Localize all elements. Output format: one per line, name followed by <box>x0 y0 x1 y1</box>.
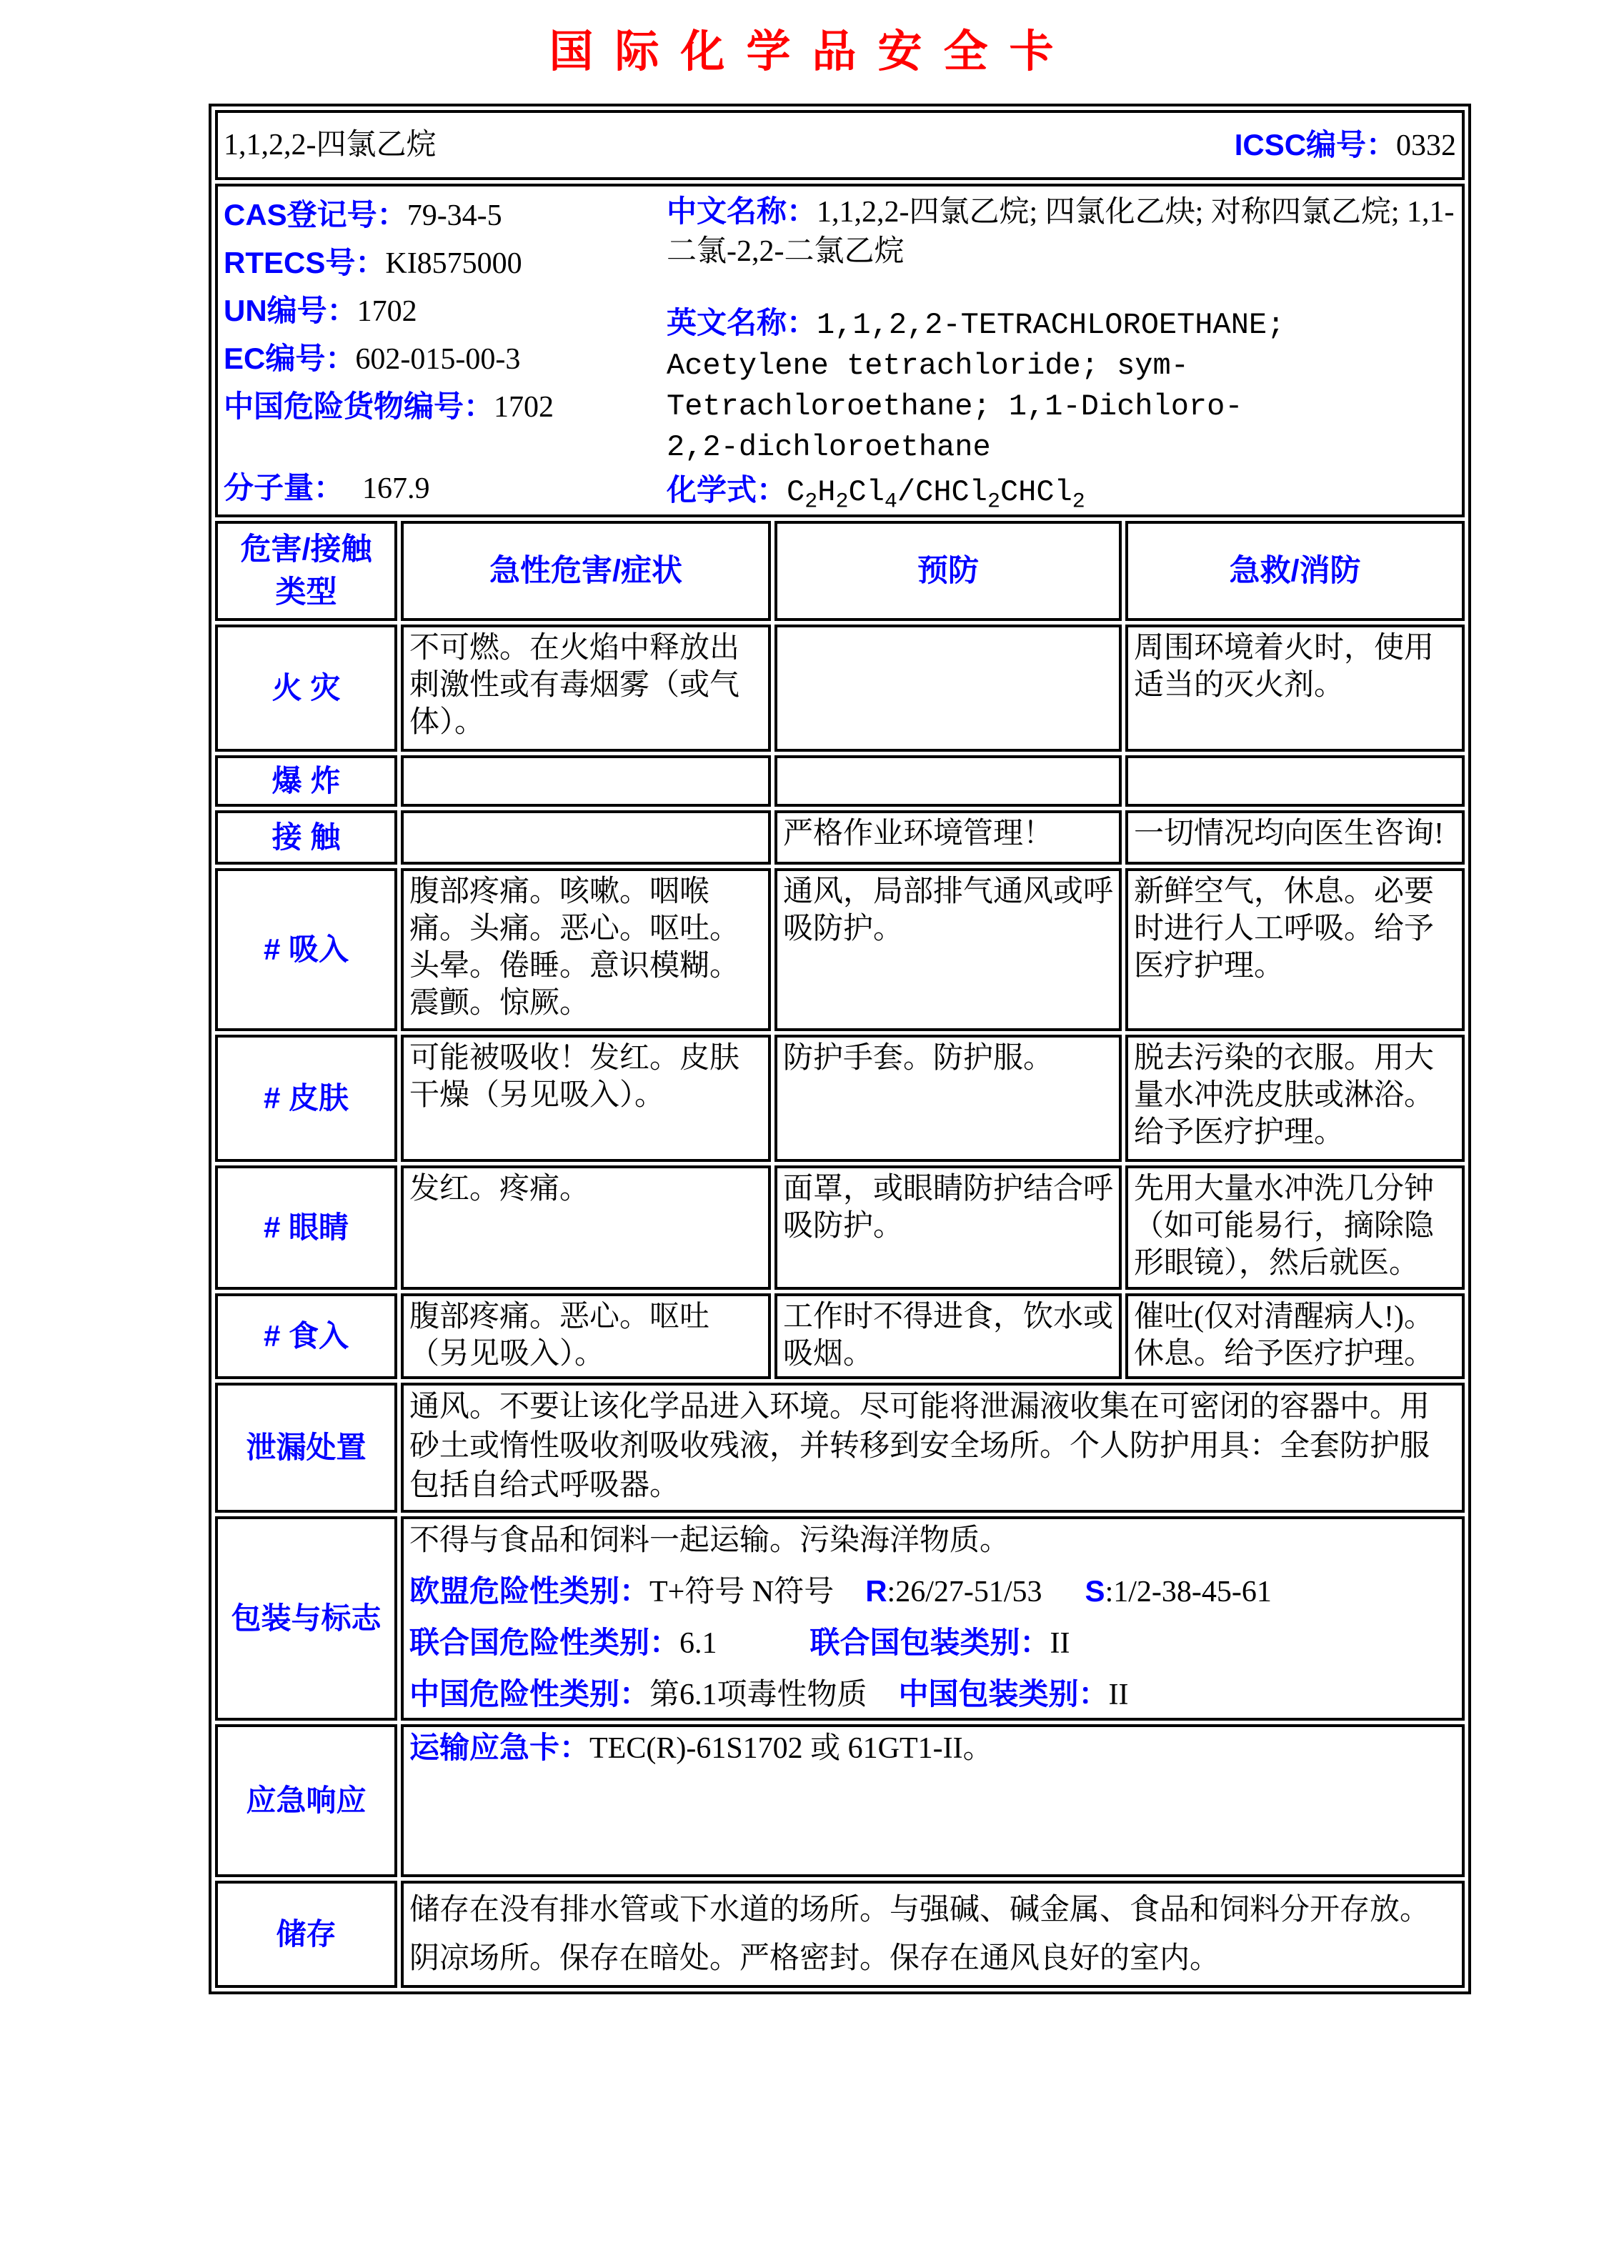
transport-emergency-card-label: 运输应急卡： <box>409 1731 590 1764</box>
row-ingestion <box>215 1293 1465 1379</box>
eyes-symptoms: 发红。疼痛。 <box>401 1165 771 1290</box>
rtecs-number: RTECS号：KI8575000 <box>224 246 522 280</box>
name-cell <box>215 110 1465 180</box>
un-number: UN编号：1702 <box>224 294 417 328</box>
transport-emergency-card-value: TEC(R)-61S1702 或 61GT1-II。 <box>589 1732 993 1765</box>
skin-response: 脱去污染的衣服。用大量水冲洗皮肤或淋浴。给予医疗护理。 <box>1125 1035 1465 1162</box>
contact-symptoms <box>401 810 771 865</box>
english-name: 英文名称：1,1,2,2-TETRACHLOROETHANE; Acetylene tetrachloride; sym-Tetrachloroethane; 1,1-Dichloro-2,2-dichloroethane <box>667 306 1285 464</box>
cn-hazard-class: 中国危险性类别：第6.1项毒性物质 中国包装类别：II <box>409 1677 1129 1711</box>
storage-label: 储存 <box>215 1881 397 1988</box>
packaging-content <box>401 1516 1465 1721</box>
icsc-label: ICSC编号： <box>1234 127 1397 161</box>
cn-pack-group-value: II <box>1108 1678 1129 1711</box>
chemical-formula: 化学式：$C_2H_2Cl_4/CHCl_2CHCl_2$ <box>667 473 1085 514</box>
skin-symptoms: 可能被吸收！发红。皮肤干燥（另见吸入）。 <box>401 1035 771 1162</box>
spill-label: 泄漏处置 <box>215 1383 397 1513</box>
header-response: 急救/消防 <box>1125 521 1465 621</box>
inhalation-label: # 吸入 <box>215 868 397 1031</box>
eu-hazard-class: 欧盟危险性类别：T+符号 N符号 R:26/27-51/53 S:1/2-38-45-61 <box>409 1574 1272 1608</box>
row-emergency-response <box>215 1724 1465 1877</box>
cn-pack-group-label: 中国包装类别： <box>898 1677 1109 1711</box>
chinese-name: 中文名称：1,1,2,2-四氯乙烷; 四氯化乙炔; 对称四氯乙烷; 1,1-二氯-2,2-二氯乙烷 <box>667 194 1455 268</box>
header-prevention: 预防 <box>774 521 1122 621</box>
row-inhalation <box>215 868 1465 1031</box>
row-spill-disposal <box>215 1383 1465 1513</box>
ingestion-label: # 食入 <box>215 1293 397 1379</box>
fire-prevention <box>774 625 1122 752</box>
inhalation-prevention: 通风，局部排气通风或呼吸防护。 <box>774 868 1122 1031</box>
fire-label: 火 灾 <box>215 625 397 752</box>
un-pack-group-value: II <box>1050 1627 1070 1660</box>
chemical-name: 1,1,2,2-四氯乙烷 <box>224 129 437 161</box>
s-phrases-value: :1/2-38-45-61 <box>1105 1576 1272 1608</box>
row-contact <box>215 810 1465 865</box>
contact-response: 一切情况均向医生咨询! <box>1125 810 1465 865</box>
contact-prevention: 严格作业环境管理！ <box>774 810 1122 865</box>
icsc-value: 0332 <box>1396 129 1457 162</box>
explosion-symptoms <box>401 755 771 807</box>
emergency-content <box>401 1724 1465 1877</box>
cas-number: CAS登记号：79-34-5 <box>224 198 502 232</box>
r-phrases-value: :26/27-51/53 <box>887 1576 1042 1608</box>
transport-note: 不得与食品和饲料一起运输。污染海洋物质。 <box>409 1524 1010 1557</box>
eyes-response: 先用大量水冲洗几分钟（如可能易行，摘除隐形眼镜），然后就医。 <box>1125 1165 1465 1290</box>
chemical-names <box>667 189 1456 512</box>
row-skin <box>215 1035 1465 1162</box>
contact-label: 接 触 <box>215 810 397 865</box>
skin-prevention: 防护手套。防护服。 <box>774 1035 1122 1162</box>
molecular-weight: 分子量： 167.9 <box>224 471 430 505</box>
explosion-prevention <box>774 755 1122 807</box>
hazard-header-row <box>215 521 1465 621</box>
un-hazard-class: 联合国危险性类别：6.1 联合国包装类别：II <box>409 1626 1070 1660</box>
skin-label: # 皮肤 <box>215 1035 397 1162</box>
safety-card-table <box>209 104 1471 1994</box>
r-phrases-label: R <box>865 1574 887 1608</box>
row-packaging <box>215 1516 1465 1721</box>
fire-response: 周围环境着火时，使用适当的灭火剂。 <box>1125 625 1465 752</box>
packaging-label: 包装与标志 <box>215 1516 397 1721</box>
ingestion-response: 催吐(仅对清醒病人!)。休息。给予医疗护理。 <box>1125 1293 1465 1379</box>
ec-number: EC编号：602-015-00-3 <box>224 342 521 376</box>
row-storage <box>215 1881 1465 1988</box>
row-explosion <box>215 755 1465 807</box>
un-pack-group-label: 联合国包装类别： <box>809 1626 1050 1659</box>
header-hazard-type: 危害/接触 类型 <box>215 521 397 621</box>
inhalation-response: 新鲜空气，休息。必要时进行人工呼吸。给予医疗护理。 <box>1125 868 1465 1031</box>
registry-ids <box>224 189 667 512</box>
info-row <box>215 184 1465 517</box>
explosion-response <box>1125 755 1465 807</box>
info-cell <box>215 184 1465 517</box>
storage-content: 储存在没有排水管或下水道的场所。与强碱、碱金属、食品和饲料分开存放。阴凉场所。保存在暗处。严格密封。保存在通风良好的室内。 <box>401 1881 1465 1988</box>
page-title: 国际化学品安全卡 <box>549 28 1075 76</box>
row-fire <box>215 625 1465 752</box>
ingestion-prevention: 工作时不得进食，饮水或吸烟。 <box>774 1293 1122 1379</box>
eyes-prevention: 面罩，或眼睛防护结合呼吸防护。 <box>774 1165 1122 1290</box>
s-phrases-label: S <box>1085 1574 1105 1608</box>
explosion-label: 爆 炸 <box>215 755 397 807</box>
icsc-number <box>1235 126 1456 164</box>
fire-symptoms: 不可燃。在火焰中释放出刺激性或有毒烟雾（或气体）。 <box>401 625 771 752</box>
spill-content: 通风。不要让该化学品进入环境。尽可能将泄漏液收集在可密闭的容器中。用砂土或惰性吸收剂吸收残液，并转移到安全场所。个人防护用具：全套防护服包括自给式呼吸器。 <box>401 1383 1465 1513</box>
inhalation-symptoms: 腹部疼痛。咳嗽。咽喉痛。头痛。恶心。呕吐。头晕。倦睡。意识模糊。震颤。惊厥。 <box>401 868 771 1031</box>
emergency-label: 应急响应 <box>215 1724 397 1877</box>
row-eyes <box>215 1165 1465 1290</box>
name-row <box>215 110 1465 180</box>
eyes-label: # 眼睛 <box>215 1165 397 1290</box>
ingestion-symptoms: 腹部疼痛。恶心。呕吐（另见吸入）。 <box>401 1293 771 1379</box>
china-dangerous-goods-number: 中国危险货物编号：1702 <box>224 389 554 424</box>
header-symptoms: 急性危害/症状 <box>401 521 771 621</box>
